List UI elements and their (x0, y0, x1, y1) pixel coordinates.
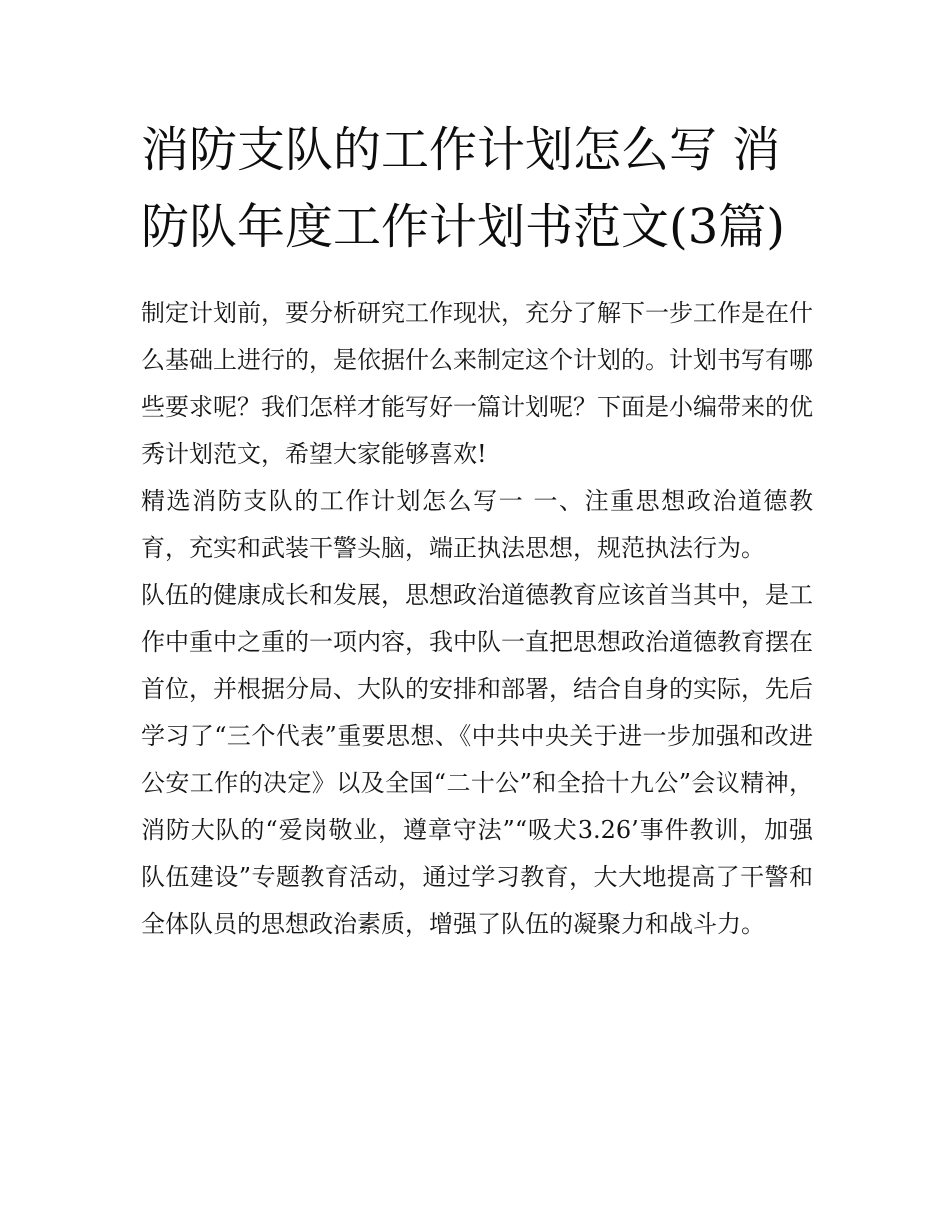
document-content (141, 112, 813, 948)
document-body (141, 290, 813, 948)
paragraph-intro: 制定计划前，要分析研究工作现状，充分了解下一步工作是在什么基础上进行的，是依据什么来制定这个计划的。计划书写有哪些要求呢？我们怎样才能写好一篇计划呢？下面是小编带来的优秀计划范文，希望大家能够喜欢! (141, 299, 813, 468)
document-title: 消防支队的工作计划怎么写 消防队年度工作计划书范文(3篇) (141, 122, 785, 255)
paragraph-section-one: 精选消防支队的工作计划怎么写一 一、注重思想政治道德教育，充实和武装干警头脑，端正执法思想，规范执法行为。 (141, 487, 813, 562)
paragraph-section-one-body: 队伍的健康成长和发展，思想政治道德教育应该首当其中，是工作中重中之重的一项内容，我中队一直把思想政治道德教育摆在首位，并根据分局、大队的安排和部署，结合自身的实际，先后学习了“三个代表”重要思想、《中共中央关于进一步加强和改进公安工作的决定》以及全国“二十公”和全拾十九公”会议精神，消防大队的“爱岗敬业，遵章守法”“吸犬3.26’事件教训，加强队伍建设”专题教育活动，通过学习教育，大大地提高了干警和全体队员的思想政治素质，增强了队伍的凝聚力和战斗力。 (141, 581, 813, 938)
